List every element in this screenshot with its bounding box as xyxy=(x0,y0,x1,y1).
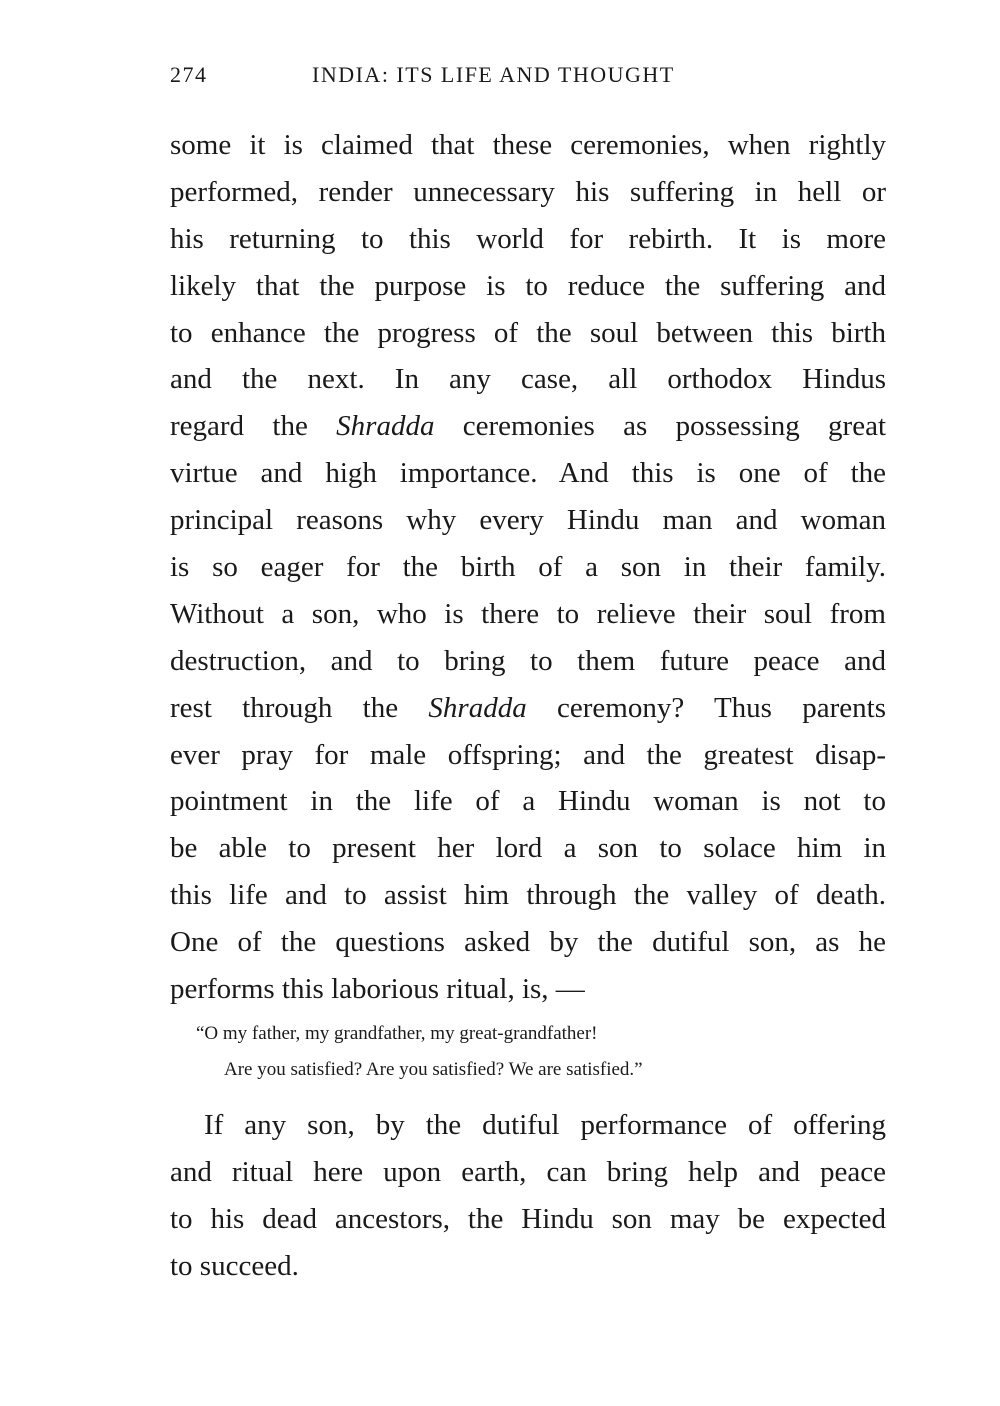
text-line: this life and to assist him through the valley of death. xyxy=(170,879,886,912)
text-line: and the next. In any case, all orthodox Hindus xyxy=(170,363,886,396)
text-line: Without a son, who is there to relieve their soul from xyxy=(170,597,886,630)
quote-line: Are you satisfied? Are you satisfied? We are satisfied.” xyxy=(224,1059,643,1080)
text-line: ever pray for male offspring; and the greatest disap- xyxy=(170,738,886,771)
text-line: performs this laborious ritual, is, — xyxy=(170,973,585,1006)
italic-term-shradda: Shradda xyxy=(336,410,435,443)
text-line: and ritual here upon earth, can bring help and peace xyxy=(170,1155,886,1188)
text-line: some it is claimed that these ceremonies, when rightly xyxy=(170,129,886,161)
text-line: destruction, and to bring to them future peace and xyxy=(170,644,886,677)
text-line: pointment in the life of a Hindu woman is not to xyxy=(170,785,886,818)
paragraph-2 xyxy=(170,1102,886,1290)
text-line: be able to present her lord a son to solace him in xyxy=(170,832,886,865)
text-line: If any son, by the dutiful performance of offering xyxy=(204,1109,886,1141)
text-line: rest through the Shradda ceremony? Thus parents xyxy=(170,691,887,724)
text-line: to succeed. xyxy=(170,1249,299,1282)
running-head xyxy=(170,62,886,94)
running-title: INDIA: ITS LIFE AND THOUGHT xyxy=(312,62,675,87)
block-quote xyxy=(196,1016,856,1088)
text-line: performed, render unnecessary his suffering in hell or xyxy=(170,175,886,208)
italic-term-shradda: Shradda xyxy=(428,691,527,724)
page-number: 274 xyxy=(170,62,208,87)
text-line: to his dead ancestors, the Hindu son may be expected xyxy=(170,1202,886,1235)
text-line: to enhance the progress of the soul between this birth xyxy=(170,316,886,349)
text-line: likely that the purpose is to reduce the suffering and xyxy=(170,269,886,302)
quote-line: “O my father, my grandfather, my great-grandfather! xyxy=(196,1023,598,1044)
paragraph-1 xyxy=(170,122,886,1013)
text-line: is so eager for the birth of a son in their family. xyxy=(170,551,886,584)
text-line: virtue and high importance. And this is one of the xyxy=(170,457,886,490)
text-line: regard the Shradda ceremonies as possessing great xyxy=(170,410,886,443)
text-line: principal reasons why every Hindu man and woman xyxy=(170,504,886,537)
text-line: his returning to this world for rebirth. It is more xyxy=(170,222,886,255)
text-line: One of the questions asked by the dutiful son, as he xyxy=(170,926,886,959)
